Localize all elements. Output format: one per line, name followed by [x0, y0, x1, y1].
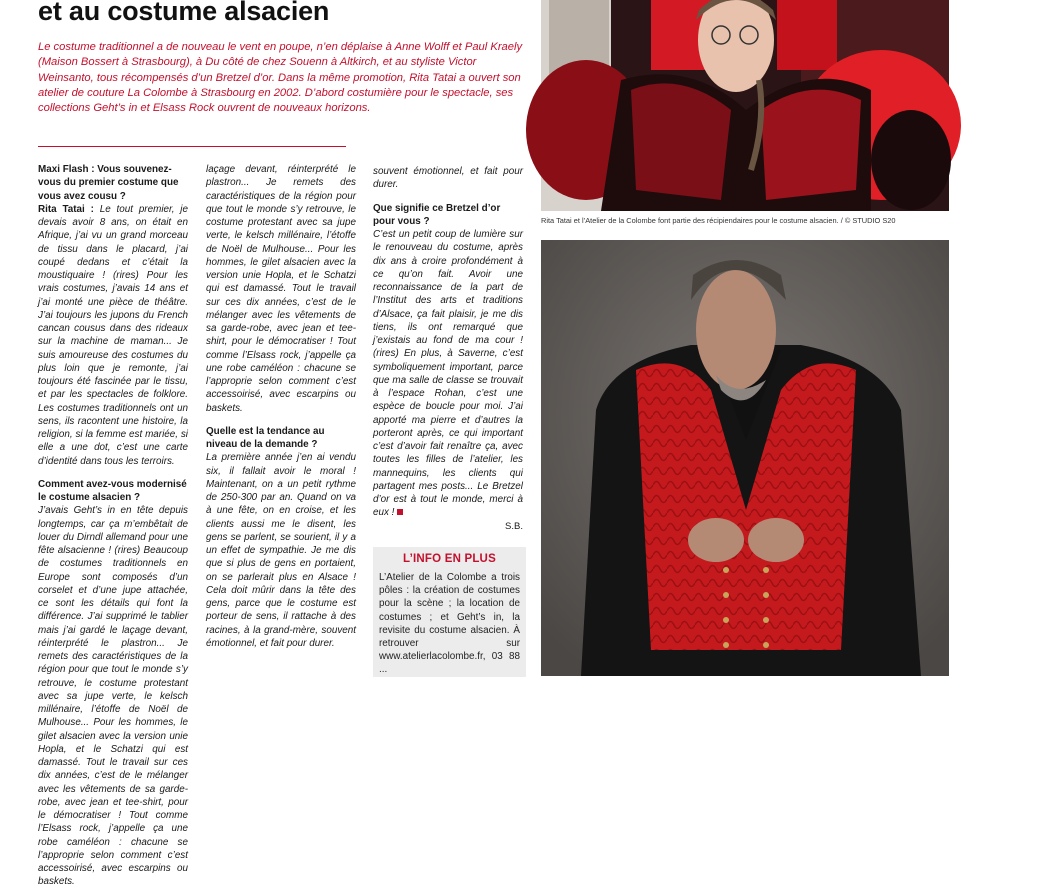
article-intro: Le costume traditionnel a de nouveau le vent en poupe, n’en déplaise à Anne Wolff et Paul Kraely (Maison Bossert à Strasbourg), à Du côté de chez Souenn à Altkirch, et au styliste Victor Weinsanto, tous récompensés d’un Bretzel d’or. Dans la même promotion, Rita Tatai a ouvert son atelier de couture La Colombe à Strasbourg en 2002. D’abord costumière pour le spectacle, ses collections Geht’s in et Elsass Rock ouvrent de nouveaux horizons.: [38, 41, 523, 115]
text-column-3: [373, 165, 523, 545]
text-column-2: [206, 163, 356, 683]
answer-4-text: C’est un petit coup de lumière sur le renouveau du costume, après dix ans à croire profondément à ce qu’on fait. Avoir une reconnaissance de la part de l’Institut des arts et traditions d’Alsace, ça fait plaisir, je me dis tiens, ils ont remarqué que j’existais au fond de ma cour ! (rires) En plus, à Saverne, c’est symboliquement important, parce que ma salle de classe se trouvait à l’espace Rohan, c’est une espèce de boucle pour moi. J’ai apporté ma pierre et d’autres la porteront après, ce qui important c’est d’avoir fait renaître ça, avec toutes les filles de l’atelier, les mannequins, les clients qui partagent mes posts... Le Bretzel d’or est à tout le monde, merci à eux !: [373, 229, 523, 519]
article-title: et au costume alsacien: [38, 0, 330, 26]
speaker-label: Rita Tatai :: [38, 203, 94, 215]
intro-divider: [38, 146, 346, 147]
question-1: Maxi Flash : Vous souvenez-vous du premier costume que vous avez cousu ?: [38, 164, 179, 202]
question-3: Quelle est la tendance au niveau de la demande ?: [206, 425, 325, 450]
info-box-text: L’Atelier de la Colombe a trois pôles : la création de costumes pour la scène ; la location de costumes ; et Geht’s in, la revisite du costume alsacien. À retrouver sur www.atelierlacolombe.fr, 03 88 ...: [379, 572, 520, 676]
answer-3-continued: souvent émotionnel, et fait pour durer.: [373, 166, 523, 191]
answer-2: J’avais Geht’s in en tête depuis longtemps, car ça m’embêtait de louer du Dirndl allemand pour une fête alsacienne ! (rires) Beaucoup de costumes traditionnels en Europe sont composés d’un corselet et d’une jupe attachée, ce sont les détails qui font la différence. J’ai supprimé le tablier mais j’ai gardé le laçage devant, réinterprété le plastron... Je remets des caractéristiques de la région pour que tout le monde s’y retrouve, le costume protestant avec sa jupe verte, le kelsch millénaire, l’étoffe de Noël de Mulhouse... Pour les hommes, le gilet alsacien avec la version unie Hopla, et le Schatzi qui est damassé. Tout le travail sur ces dix années, c’est de le mélanger avec les vêtements de sa garde-robe, avec jean et tee-shirt, pour le démocratiser ! Tout comme l’Elsass rock, j’appelle ça une robe caméléon : chacune se l’approprie selon comment c’est accessoirisé, avec escarpins ou baskets.: [38, 505, 188, 888]
info-box-title: L’INFO EN PLUS: [403, 553, 496, 565]
answer-1-text: Le tout premier, je devais avoir 8 ans, on était en Afrique, j’ai vu un grand morceau de tissu dans le placard, j’ai coupé dedans et c’était la moustiquaire ! (rires) Pour les vrais costumes, j’avais 14 ans et j’ai monté une pièce de théâtre. J’ai toujours les jupons du French cancan cousus dans des rideaux sur la machine de maman... Je suis amoureuse des costumes du plus loin que je remonte, j’ai toujours été fascinée par le tissu, et par les spectacles de folklore. Les costumes traditionnels ont un sens, ils racontent une histoire, la religion, si la femme est mariée, si elle a une dot, c’est une carte d’identité dans tous les terroirs.: [38, 203, 188, 467]
text-column-1: [38, 163, 188, 888]
photo-victor-weinsanto: [541, 240, 949, 676]
answer-3: La première année j’en ai vendu six, il fallait avoir le moral ! Maintenant, on a un petit rythme de 250-300 par an. Quand on va à une fête, on en croise, et les clients aussi me le disent, les gens se parlent, se sourient, il y a un effet de sympathie. Je me dis que si plus de gens en portaient, on se parlerait plus en Alsace ! Cela doit mûrir dans la tête des gens, parce que le costume est porteur de sens, il rattache à des racines, à la grand-mère, souvent émotionnel, et fait pour durer.: [206, 452, 356, 649]
author-signature: S.B.: [505, 520, 523, 532]
answer-1: [38, 203, 188, 468]
answer-4: [373, 228, 523, 520]
question-4: Que signifie ce Bretzel d’or pour vous ?: [373, 202, 501, 227]
photo-rita-tatai: [541, 0, 949, 211]
photo-caption: Rita Tatai et l’Atelier de la Colombe font partie des récipiendaires pour le costume alsacien. / © STUDIO S20: [541, 216, 896, 225]
question-2: Comment avez-vous modernisé le costume alsacien ?: [38, 478, 187, 503]
end-mark-icon: [397, 509, 403, 515]
info-box: [373, 547, 526, 677]
answer-2-continued: laçage devant, réinterprété le plastron... Je remets des caractéristiques de la région pour que tout le monde s’y retrouve, le costume protestant avec sa jupe verte, le kelsch millénaire, l’étoffe de Noël de Mulhouse... Pour les hommes, le gilet alsacien avec la version unie Hopla, et le Schatzi qui est damassé. Tout le travail sur ces dix années, c’est de le mélanger avec les vêtements de sa garde-robe, avec jean et tee-shirt, pour le démocratiser ! Tout comme l’Elsass rock, j’appelle ça une robe caméléon : chacune se l’approprie selon comment c’est accessoirisé, avec escarpins ou baskets.: [206, 164, 356, 414]
